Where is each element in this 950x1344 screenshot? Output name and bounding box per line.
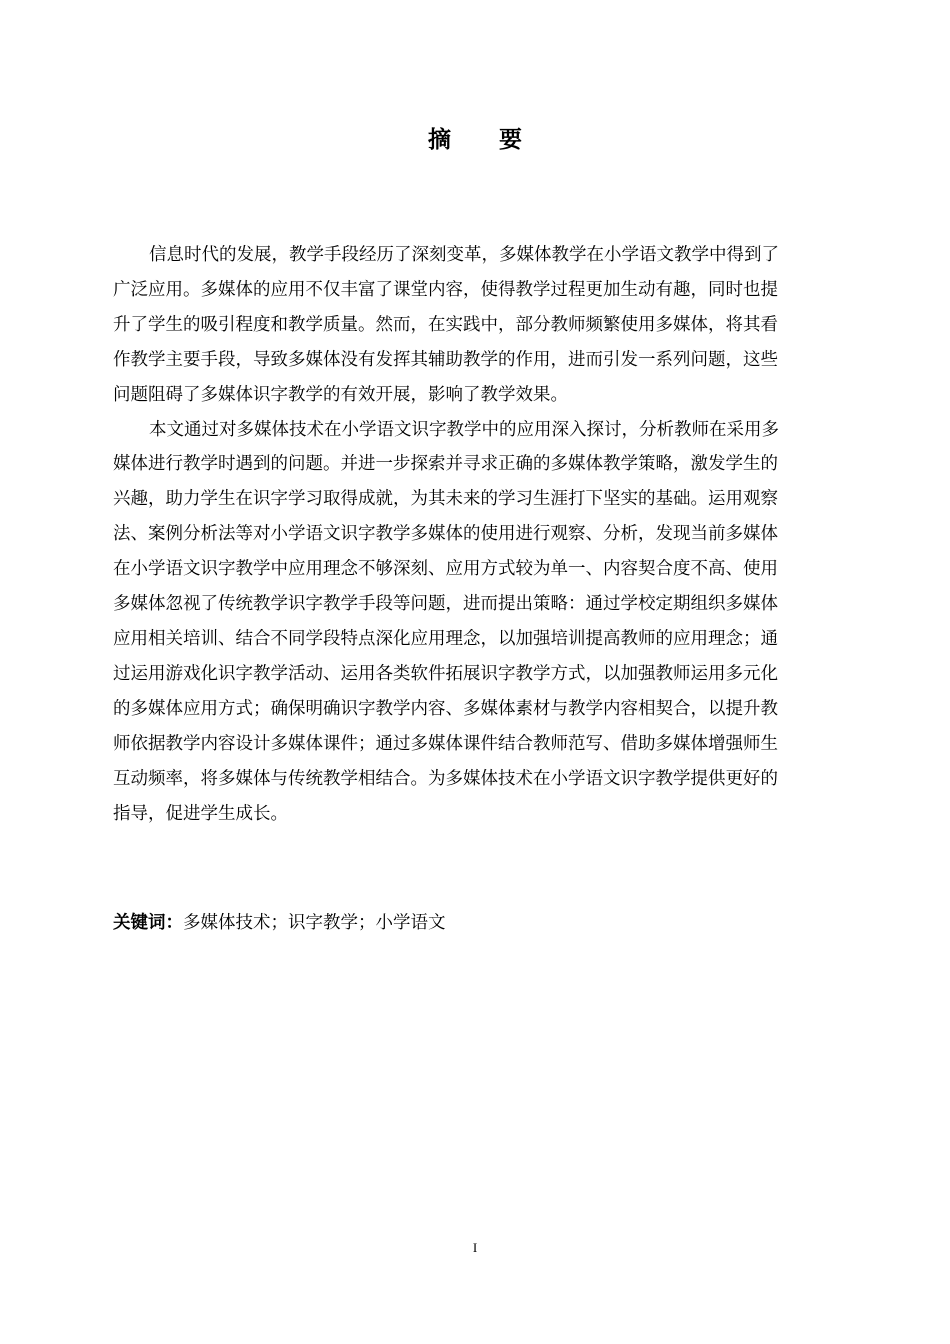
page-number: I: [472, 1240, 478, 1255]
paragraph-line: 多媒体忽视了传统教学识字教学手段等问题，进而提出策略：通过学校定期组织多媒体: [113, 594, 778, 615]
paragraph-line: 互动频率，将多媒体与传统教学相结合。为多媒体技术在小学语文识字教学提供更好的: [113, 768, 778, 789]
paragraph-line: 的多媒体应用方式；确保明确识字教学内容、多媒体素材与教学内容相契合，以提升教: [113, 698, 778, 719]
paragraph-line: 应用相关培训、结合不同学段特点深化应用理念，以加强培训提高教师的应用理念；通: [113, 628, 778, 649]
abstract-body: [113, 238, 858, 831]
paragraph-line: 问题阻碍了多媒体识字教学的有效开展，影响了教学效果。: [113, 384, 568, 405]
abstract-paragraph: [113, 413, 858, 832]
keywords-list: 多媒体技术；识字教学；小学语文: [183, 913, 446, 933]
paragraph-line: 在小学语文识字教学中应用理念不够深刻、应用方式较为单一、内容契合度不高、使用: [113, 559, 778, 580]
keywords-label: 关键词：: [113, 913, 183, 933]
paragraph-line: 法、案例分析法等对小学语文识字教学多媒体的使用进行观察、分析，发现当前多媒体: [113, 524, 778, 545]
paragraph-line: 兴趣，助力学生在识字学习取得成就，为其未来的学习生涯打下坚实的基础。运用观察: [113, 489, 778, 510]
paragraph-line: 升了学生的吸引程度和教学质量。然而，在实践中，部分教师频繁使用多媒体，将其看: [113, 314, 778, 335]
paragraph-line: 指导，促进学生成长。: [113, 803, 288, 824]
keywords-line: [113, 906, 858, 940]
paragraph-line: 本文通过对多媒体技术在小学语文识字教学中的应用深入探讨，分析教师在采用多: [149, 419, 779, 440]
paragraph-line: 广泛应用。多媒体的应用不仅丰富了课堂内容，使得教学过程更加生动有趣，同时也提: [113, 279, 778, 300]
paragraph-line: 师依据教学内容设计多媒体课件；通过多媒体课件结合教师范写、借助多媒体增强师生: [113, 733, 778, 754]
page-title: 摘 要: [427, 127, 542, 153]
paragraph-line: 信息时代的发展，教学手段经历了深刻变革，多媒体教学在小学语文教学中得到了: [149, 245, 779, 265]
abstract-paragraph: [113, 238, 858, 413]
paragraph-line: 过运用游戏化识字教学活动、运用各类软件拓展识字教学方式，以加强教师运用多元化: [113, 663, 778, 684]
paragraph-line: 媒体进行教学时遇到的问题。并进一步探索并寻求正确的多媒体教学策略，激发学生的: [113, 454, 778, 475]
paragraph-line: 作教学主要手段，导致多媒体没有发挥其辅助教学的作用，进而引发一系列问题，这些: [113, 349, 778, 370]
